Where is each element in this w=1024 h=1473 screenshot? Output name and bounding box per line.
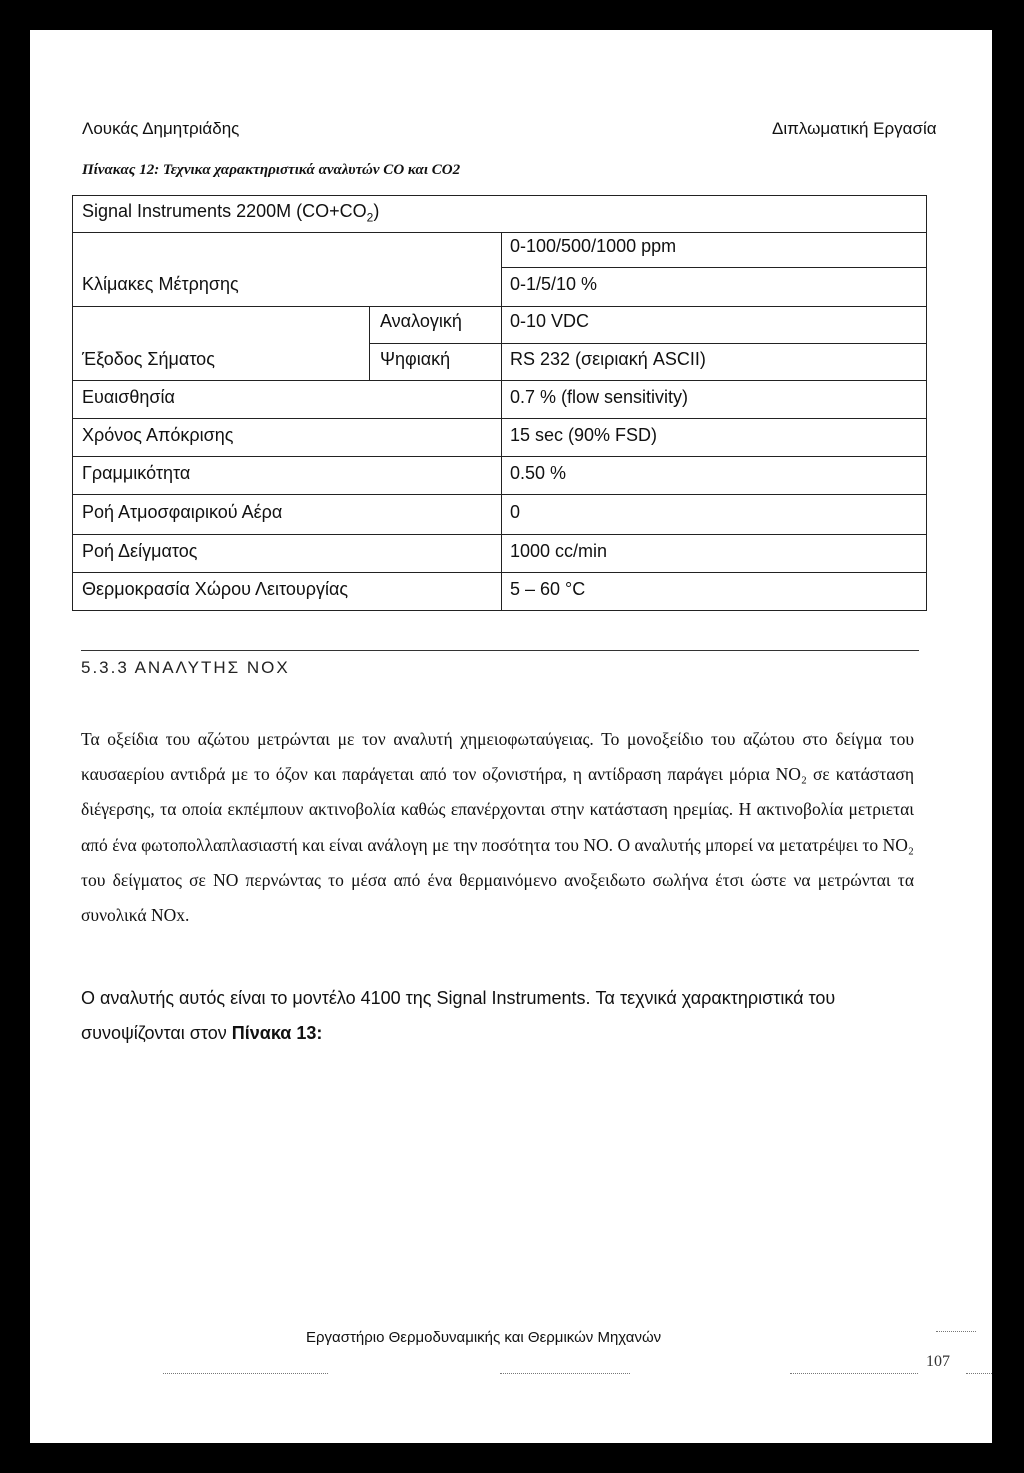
output-digital-value: RS 232 (σειριακή ASCII) <box>510 349 706 369</box>
table-rule <box>72 494 927 495</box>
footer-rule <box>966 1373 992 1374</box>
table-rule <box>72 534 927 535</box>
body-paragraph-1: Τα οξείδια του αζώτου μετρώνται με τον αναλυτή χημειοφωταύγειας. Το μονοξείδιο του αζώτου στο δείγμα του καυσαερίου αντιδρά με το όζον και παράγεται από τον οζονιστήρα, η αντίδραση παράγει μόρια ΝΟ₂ σε κατάσταση διέγερσης, τα οποία εκπέμπουν ακτινοβολία καθώς επανέρχονται στην κατάσταση ηρεμίας. Η ακτινοβολία μετριεται από ένα φωτοπολλαπλασιαστή και είναι ανάλογη με την ποσότητα του ΝΟ. Ο αναλυτής μπορεί να μετατρέψει το ΝΟ₂ του δείγματος σε ΝΟ περνώντας το μέσα από ένα θερμαινόμενο ανοξειδωτο σωλήνα έτσι ώστε να μετρώνται τα συνολικά ΝΟx. <box>81 729 914 926</box>
output-analog-label: Αναλογική <box>380 311 462 331</box>
footer-rule <box>500 1373 630 1374</box>
table-title: Signal Instruments 2200M $(CO+CO_2)$ <box>82 201 380 225</box>
section-heading: 5.3.3 ΑΝΑΛΥΤΗΣ ΝΟΧ <box>81 658 290 677</box>
sensitivity-label: Ευαισθησία <box>82 387 175 407</box>
section-rule <box>81 650 919 651</box>
table-rule <box>501 267 927 268</box>
table-caption: Πίνακας 12: Τεχνικα χαρακτηριστικά αναλυτών CO και CO2 <box>82 162 461 178</box>
table-border-right <box>926 195 927 611</box>
footer-rule <box>936 1331 976 1332</box>
airflow-label: Ροή Ατμοσφαιρικού Αέρα <box>82 502 283 522</box>
response-value: 15 sec (90% FSD) <box>510 425 658 445</box>
temp-label: Θερμοκρασία Χώρου Λειτουργίας <box>82 579 349 599</box>
linearity-value: 0.50 % <box>510 463 567 483</box>
header-doc-type: Διπλωματική Εργασία <box>772 119 937 138</box>
airflow-value: 0 <box>510 502 521 522</box>
table-border-bottom <box>72 610 927 611</box>
output-digital-label: Ψηφιακή <box>380 349 451 369</box>
table-column-divider <box>369 306 370 380</box>
table-column-divider <box>501 232 502 611</box>
table-rule <box>72 456 927 457</box>
table-border-top <box>72 195 927 196</box>
output-label: Έξοδος Σήματος <box>82 349 215 369</box>
page-number: 107 <box>926 1353 950 1370</box>
footer-rule <box>790 1373 918 1374</box>
response-label: Χρόνος Απόκρισης <box>82 425 234 445</box>
output-analog-value: 0-10 VDC <box>510 311 590 331</box>
linearity-label: Γραμμικότητα <box>82 463 191 483</box>
sensitivity-value: 0.7 % (flow sensitivity) <box>510 387 689 407</box>
table-rule <box>72 306 927 307</box>
range-value-ppm: 0-100/500/1000 ppm <box>510 236 677 256</box>
table-border-left <box>72 195 73 611</box>
table-rule <box>72 572 927 573</box>
document-page <box>30 30 992 1443</box>
sampleflow-value: 1000 cc/min <box>510 541 608 561</box>
range-value-percent: 0-1/5/10 % <box>510 274 598 294</box>
temp-value: 5 – 60 °C <box>510 579 586 599</box>
footer-rule <box>163 1373 328 1374</box>
footer-lab: Εργαστήριο Θερμοδυναμικής και Θερμικών Μηχανών <box>306 1329 662 1346</box>
header-author: Λουκάς Δημητριάδης <box>82 119 240 138</box>
sampleflow-label: Ροή Δείγματος <box>82 541 198 561</box>
range-label: Κλίμακες Μέτρησης <box>82 274 239 294</box>
table-rule <box>72 418 927 419</box>
table-13-reference: Πίνακα 13: <box>231 1023 323 1043</box>
table-rule <box>72 232 927 233</box>
body-paragraph-2: Ο αναλυτής αυτός είναι το μοντέλο 4100 της Signal Instruments. Τα τεχνικά χαρακτηριστικά του συνοψίζονται στον Πίνακα 13: <box>81 988 836 1043</box>
table-rule <box>72 380 927 381</box>
table-rule <box>369 343 927 344</box>
